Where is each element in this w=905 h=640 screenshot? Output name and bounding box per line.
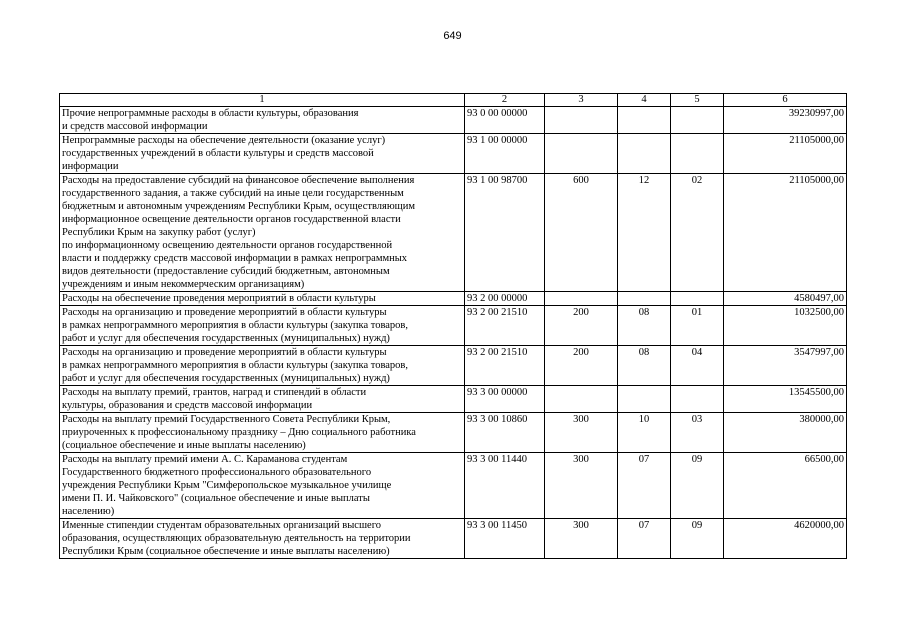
row-code: 93 2 00 21510: [465, 306, 545, 346]
row-description: Расходы на предоставление субсидий на финансовое обеспечение выполнения государственного задания, а также субсидий на иные цели государственным бюджетным и автономным учреждениям Республики Крым, осуществляющим информационное освещение деятельности органов государственной власти Республики Крым на закупку работ (услуг) по информационному освещению деятельности органов государственной власти и поддержку средств массовой информации в рамках непрограммных видов деятельности (предоставление субсидий бюджетным, автономным учреждениям и иным некоммерческим организациям): [60, 174, 465, 292]
row-expense-type: [545, 134, 618, 174]
row-code: 93 3 00 10860: [465, 413, 545, 453]
header-row: [60, 94, 847, 107]
row-description: Именные стипендии студентам образовательных организаций высшего образования, осуществляющих образовательную деятельность на территории Республики Крым (социальное обеспечение и иные выплаты населению): [60, 519, 465, 559]
budget-table: [59, 93, 847, 559]
row-code: 93 2 00 00000: [465, 292, 545, 306]
header-col-3: 3: [545, 94, 618, 107]
header-col-6: 6: [724, 94, 847, 107]
row-code: 93 1 00 00000: [465, 134, 545, 174]
row-code: 93 0 00 00000: [465, 107, 545, 134]
row-subsection: 04: [671, 346, 724, 386]
row-amount: 4620000,00: [724, 519, 847, 559]
row-code: 93 1 00 98700: [465, 174, 545, 292]
row-expense-type: 300: [545, 519, 618, 559]
table-row: [60, 292, 847, 306]
row-code: 93 3 00 11450: [465, 519, 545, 559]
row-expense-type: [545, 107, 618, 134]
header-col-2: 2: [465, 94, 545, 107]
table-row: [60, 519, 847, 559]
row-subsection: 03: [671, 413, 724, 453]
row-section: [618, 292, 671, 306]
row-amount: 1032500,00: [724, 306, 847, 346]
row-expense-type: [545, 292, 618, 306]
header-col-4: 4: [618, 94, 671, 107]
row-section: 08: [618, 306, 671, 346]
row-subsection: 09: [671, 453, 724, 519]
row-expense-type: [545, 386, 618, 413]
row-subsection: 01: [671, 306, 724, 346]
row-subsection: 09: [671, 519, 724, 559]
row-description: Расходы на обеспечение проведения мероприятий в области культуры: [60, 292, 465, 306]
row-description: Расходы на выплату премий Государственного Совета Республики Крым, приуроченных к профессиональному празднику – Дню социального работника (социальное обеспечение и иные выплаты населению): [60, 413, 465, 453]
page-number: 649: [443, 30, 462, 42]
row-expense-type: 200: [545, 346, 618, 386]
header-col-1: 1: [60, 94, 465, 107]
row-amount: 21105000,00: [724, 134, 847, 174]
row-code: 93 3 00 11440: [465, 453, 545, 519]
row-subsection: [671, 107, 724, 134]
row-description: Расходы на организацию и проведение мероприятий в области культуры в рамках непрограммного мероприятия в области культуры (закупка товаров, работ и услуг для обеспечения государственных (муниципальных) нужд): [60, 346, 465, 386]
row-expense-type: 600: [545, 174, 618, 292]
row-expense-type: 200: [545, 306, 618, 346]
row-subsection: 02: [671, 174, 724, 292]
table-row: [60, 346, 847, 386]
row-description: Расходы на организацию и проведение мероприятий в области культуры в рамках непрограммного мероприятия в области культуры (закупка товаров, работ и услуг для обеспечения государственных (муниципальных) нужд): [60, 306, 465, 346]
row-description: Расходы на выплату премий, грантов, наград и стипендий в области культуры, образования и средств массовой информации: [60, 386, 465, 413]
row-description: Прочие непрограммные расходы в области культуры, образования и средств массовой информации: [60, 107, 465, 134]
header-col-5: 5: [671, 94, 724, 107]
row-description: Расходы на выплату премий имени А. С. Караманова студентам Государственного бюджетного профессионального образовательного учреждения Республики Крым "Симферопольское музыкальное училище имени П. И. Чайковского" (социальное обеспечение и иные выплаты населению): [60, 453, 465, 519]
row-description: Непрограммные расходы на обеспечение деятельности (оказание услуг) государственных учреждений в области культуры и средств массовой информации: [60, 134, 465, 174]
row-code: 93 2 00 21510: [465, 346, 545, 386]
row-subsection: [671, 386, 724, 413]
row-section: [618, 134, 671, 174]
row-subsection: [671, 134, 724, 174]
table-row: [60, 107, 847, 134]
row-amount: 380000,00: [724, 413, 847, 453]
row-expense-type: 300: [545, 413, 618, 453]
row-section: 07: [618, 519, 671, 559]
row-amount: 21105000,00: [724, 174, 847, 292]
row-code: 93 3 00 00000: [465, 386, 545, 413]
row-amount: 4580497,00: [724, 292, 847, 306]
row-subsection: [671, 292, 724, 306]
table-row: [60, 306, 847, 346]
table-row: [60, 174, 847, 292]
table-row: [60, 134, 847, 174]
row-expense-type: 300: [545, 453, 618, 519]
table-row: [60, 386, 847, 413]
row-amount: 39230997,00: [724, 107, 847, 134]
row-section: 08: [618, 346, 671, 386]
row-section: [618, 386, 671, 413]
row-section: 07: [618, 453, 671, 519]
row-amount: 3547997,00: [724, 346, 847, 386]
row-amount: 66500,00: [724, 453, 847, 519]
row-section: 10: [618, 413, 671, 453]
row-amount: 13545500,00: [724, 386, 847, 413]
table-row: [60, 413, 847, 453]
row-section: [618, 107, 671, 134]
row-section: 12: [618, 174, 671, 292]
table-row: [60, 453, 847, 519]
